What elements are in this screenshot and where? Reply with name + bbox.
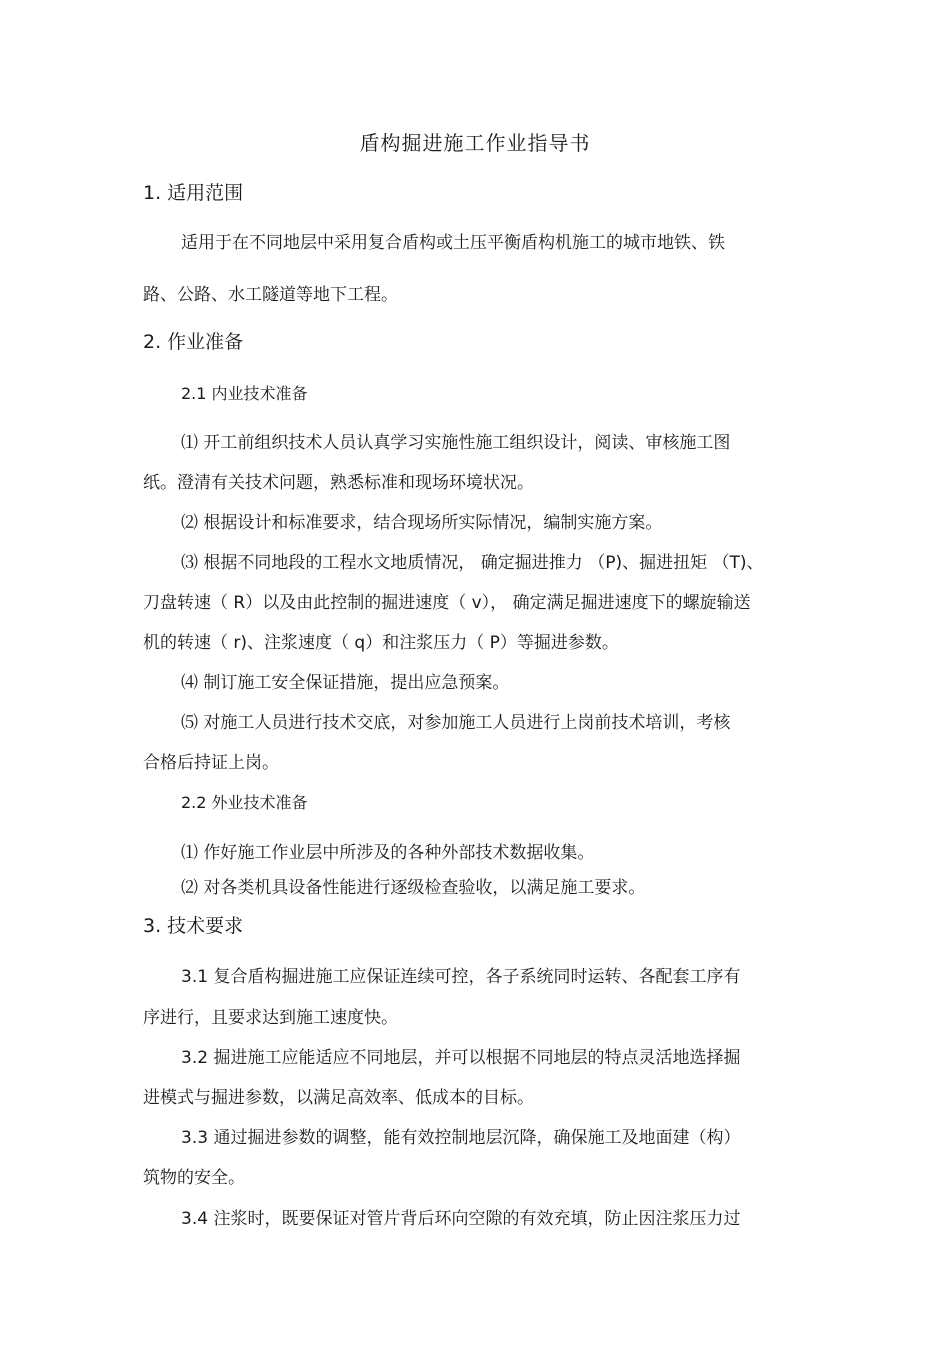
section-2-2-heading: 2.2 外业技术准备 bbox=[181, 793, 308, 812]
item-2-1-3-line-3: 机的转速（ r)、注浆速度（ q）和注浆压力（ P）等掘进参数。 bbox=[143, 633, 619, 653]
document-title: 盾构掘进施工作业指导书 bbox=[359, 131, 591, 155]
item-2-1-3-line-1: ⑶ 根据不同地段的工程水文地质情况， 确定掘进推力 （P)、掘进扭矩 （T)、 bbox=[181, 553, 764, 573]
item-3-3-line-1: 3.3 通过掘进参数的调整，能有效控制地层沉降，确保施工及地面建（构） bbox=[181, 1128, 741, 1148]
section-1-paragraph-line-1: 适用于在不同地层中采用复合盾构或土压平衡盾构机施工的城市地铁、铁 bbox=[181, 233, 725, 253]
section-1-heading: 1. 适用范围 bbox=[143, 182, 244, 204]
item-3-4-line-1: 3.4 注浆时，既要保证对管片背后环向空隙的有效充填，防止因注浆压力过 bbox=[181, 1209, 741, 1229]
item-2-1-5-line-2: 合格后持证上岗。 bbox=[143, 753, 279, 773]
item-2-2-2: ⑵ 对各类机具设备性能进行逐级检查验收，以满足施工要求。 bbox=[181, 878, 646, 898]
item-2-1-1-line-1: ⑴ 开工前组织技术人员认真学习实施性施工组织设计，阅读、审核施工图 bbox=[181, 433, 731, 453]
section-2-1-heading: 2.1 内业技术准备 bbox=[181, 384, 308, 403]
section-3-heading: 3. 技术要求 bbox=[143, 915, 244, 937]
item-2-1-5-line-1: ⑸ 对施工人员进行技术交底，对参加施工人员进行上岗前技术培训，考核 bbox=[181, 713, 731, 733]
item-2-1-2: ⑵ 根据设计和标准要求，结合现场所实际情况，编制实施方案。 bbox=[181, 513, 663, 533]
item-3-2-line-1: 3.2 掘进施工应能适应不同地层，并可以根据不同地层的特点灵活地选择掘 bbox=[181, 1048, 741, 1068]
item-3-2-line-2: 进模式与掘进参数，以满足高效率、低成本的目标。 bbox=[143, 1088, 534, 1108]
item-3-3-line-2: 筑物的安全。 bbox=[143, 1168, 245, 1188]
item-2-1-4: ⑷ 制订施工安全保证措施，提出应急预案。 bbox=[181, 673, 510, 693]
item-2-1-1-line-2: 纸。澄清有关技术问题，熟悉标准和现场环境状况。 bbox=[143, 473, 534, 493]
section-2-heading: 2. 作业准备 bbox=[143, 331, 244, 353]
item-2-2-1: ⑴ 作好施工作业层中所涉及的各种外部技术数据收集。 bbox=[181, 843, 595, 863]
section-1-paragraph-line-2: 路、公路、水工隧道等地下工程。 bbox=[143, 285, 398, 305]
item-2-1-3-line-2: 刀盘转速（ R）以及由此控制的掘进速度（ v）， 确定满足掘进速度下的螺旋输送 bbox=[143, 593, 751, 613]
item-3-1-line-1: 3.1 复合盾构掘进施工应保证连续可控，各子系统同时运转、各配套工序有 bbox=[181, 967, 741, 987]
item-3-1-line-2: 序进行，且要求达到施工速度快。 bbox=[143, 1008, 398, 1028]
